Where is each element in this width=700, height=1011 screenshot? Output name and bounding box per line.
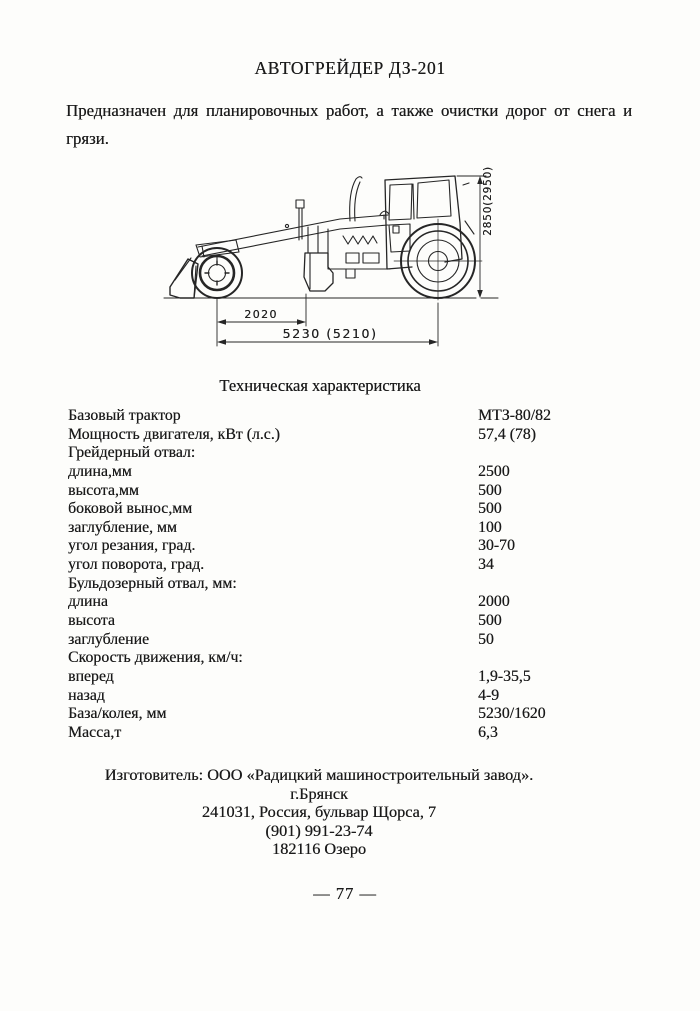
spec-row: [68, 575, 628, 594]
spec-row: [68, 687, 628, 706]
spec-row: [68, 612, 628, 631]
spec-row: [68, 444, 628, 463]
spec-value: 6,3: [478, 723, 498, 741]
spec-label: вперед: [68, 667, 114, 685]
spec-value: 500: [478, 612, 502, 630]
exhaust-pipe-icon: [350, 177, 362, 221]
spec-row: [68, 482, 628, 501]
rear-wheel: [394, 219, 482, 300]
spec-row: [68, 631, 628, 650]
spec-value: 50: [478, 630, 494, 648]
control-mast: [296, 200, 304, 240]
intro-paragraph: Предназначен для планировочных работ, а также очистки дорог от снега и грязи.: [66, 101, 632, 148]
manufacturer-line: 182116 Озеро: [271, 839, 366, 859]
specs-table: [68, 407, 628, 743]
manufacturer-line: 241031, Россия, бульвар Щорса, 7: [201, 802, 437, 822]
spec-row: [68, 593, 628, 612]
spec-label: Бульдозерный отвал, мм:: [68, 574, 237, 592]
spec-label: угол поворота, град.: [68, 556, 205, 574]
spec-label: заглубление, мм: [68, 518, 177, 536]
spec-row: [68, 537, 628, 556]
spec-row: [68, 705, 628, 724]
spec-label: назад: [68, 686, 105, 704]
dim-axle-spacing-label: 2020: [244, 308, 278, 321]
spec-row: [68, 519, 628, 538]
spec-value: 5230/1620: [478, 705, 546, 723]
spec-label: высота: [68, 612, 115, 630]
engine-body: [328, 229, 390, 278]
grader-side-view-drawing: [160, 163, 505, 355]
spec-value: 2500: [478, 462, 510, 480]
spec-value: МТЗ-80/82: [478, 407, 551, 424]
page-title: АВТОГРЕЙДЕР ДЗ-201: [254, 58, 446, 78]
specs-heading: Техническая характеристика: [219, 376, 421, 395]
spec-label: боковой вынос,мм: [68, 500, 193, 518]
spec-row: [68, 407, 628, 426]
spec-value: 34: [478, 556, 494, 574]
spec-label: Скорость движения, км/ч:: [68, 649, 243, 667]
spec-row: [68, 649, 628, 668]
spec-value: 500: [478, 481, 502, 499]
cab: [385, 176, 474, 269]
manufacturer-block: [58, 766, 580, 859]
spec-value: 4-9: [478, 686, 500, 704]
spec-label: заглубление: [68, 630, 149, 648]
spec-row: [68, 556, 628, 575]
spec-row: [68, 724, 628, 743]
spec-label: Грейдерный отвал:: [68, 444, 196, 462]
spec-value: 500: [478, 500, 502, 518]
spec-label: Масса,т: [68, 723, 122, 741]
spec-row: [68, 426, 628, 445]
spec-row: [68, 500, 628, 519]
spec-label: База/колея, мм: [68, 705, 167, 723]
spec-value: 30-70: [478, 537, 515, 555]
spec-row: [68, 463, 628, 482]
spec-label: Мощность двигателя, кВт (л.с.): [68, 425, 280, 443]
spec-label: Базовый трактор: [68, 407, 181, 424]
spec-value: 100: [478, 518, 502, 536]
dim-overall-length-label: 5230 (5210): [282, 326, 378, 341]
manufacturer-line: (901) 991-23-74: [265, 820, 373, 840]
grader-moldboard: [304, 226, 333, 291]
dim-height-label: 2850(2950): [482, 166, 494, 236]
spec-label: длина,мм: [68, 462, 132, 480]
page-number: — 77 —: [313, 884, 377, 903]
spec-value: 2000: [478, 593, 510, 611]
spec-value: 57,4 (78): [478, 425, 536, 443]
spec-row: [68, 668, 628, 687]
spec-value: 1,9-35,5: [478, 667, 531, 685]
manufacturer-line: г.Брянск: [290, 783, 348, 803]
manufacturer-line: Изготовитель: ООО «Радицкий машиностроительный завод».: [104, 765, 534, 784]
spec-label: высота,мм: [68, 481, 139, 499]
spec-label: длина: [68, 593, 108, 611]
spec-label: угол резания, град.: [68, 537, 196, 555]
